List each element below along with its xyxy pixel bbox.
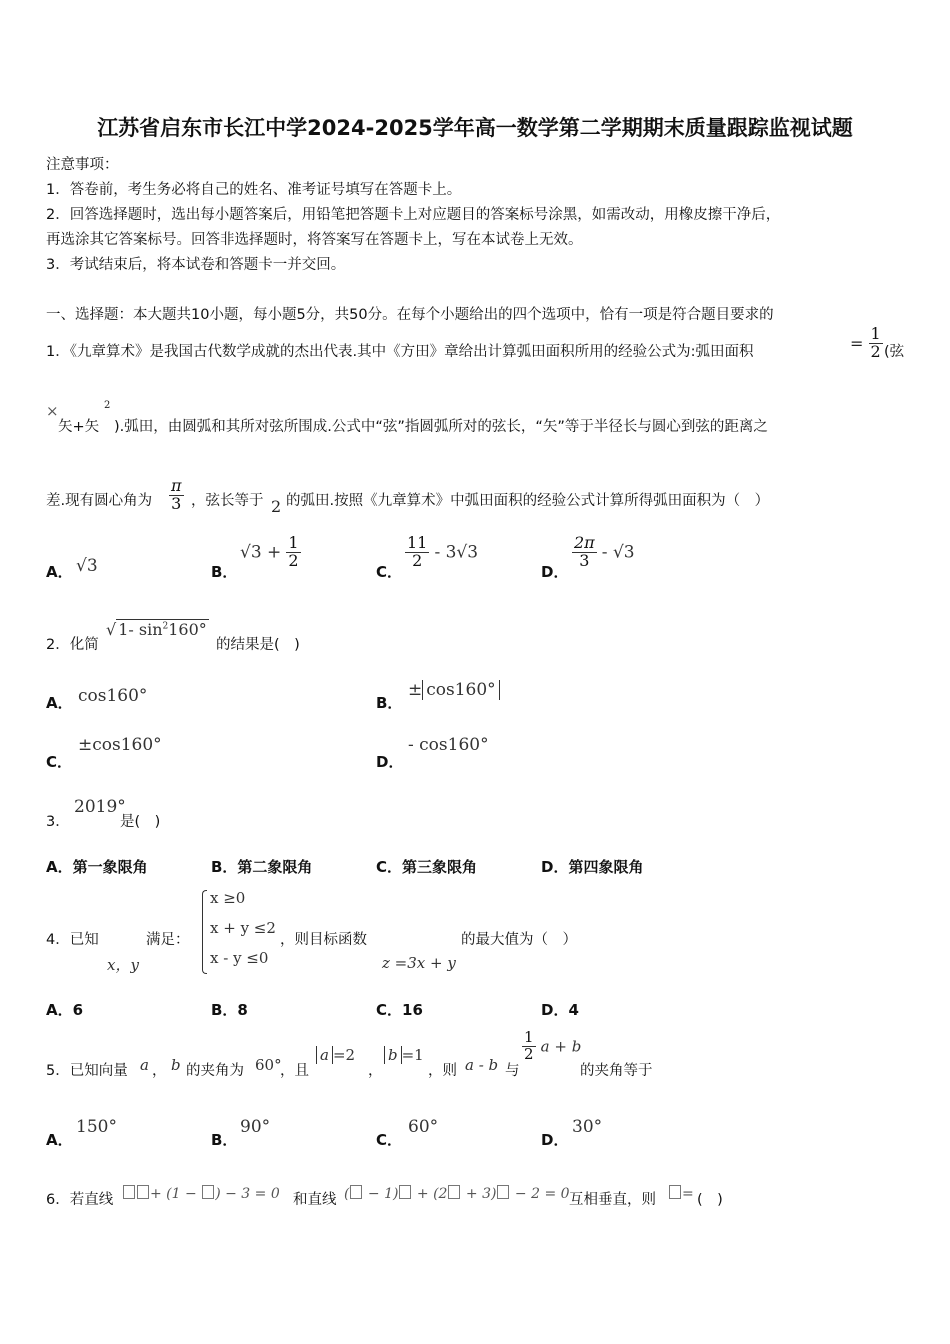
q5-diff: a - b xyxy=(465,1056,499,1074)
q1-superscript: 2 xyxy=(104,400,111,411)
q5-option-c-value: 60° xyxy=(408,1117,439,1137)
q3-option-d: D．第四象限角 xyxy=(541,858,644,876)
q2-option-a-label: A． xyxy=(46,694,73,712)
q5-text: ，且 xyxy=(280,1063,309,1079)
q4-objective: z =3x + y xyxy=(382,954,456,972)
q1-option-c-label: C． xyxy=(376,563,403,581)
q5-vector-b: b xyxy=(171,1056,181,1074)
q4-constraint: x - y ≤0 xyxy=(210,949,269,967)
q6-unknown: = xyxy=(668,1185,694,1202)
q5-text: 的夹角等于 xyxy=(580,1063,653,1079)
q5-angle: 60° xyxy=(255,1056,282,1074)
notice-item: 3．考试结束后，将本试卷和答题卡一并交回。 xyxy=(46,257,346,273)
q1-option-d-label: D． xyxy=(541,563,569,581)
q5-norm-a: a =2 xyxy=(316,1046,355,1064)
q5-norm-b: b =1 xyxy=(384,1046,424,1064)
q1-option-b-label: B． xyxy=(211,563,238,581)
q5-text: ，则 xyxy=(428,1063,457,1079)
q1-text: 的弧田.按照《九章算术》中弧田面积的经验公式计算所得弧田面积为（ ） xyxy=(286,493,770,509)
q5-option-d-label: D． xyxy=(541,1131,569,1149)
q1-chord-length: 2 xyxy=(271,497,282,516)
q5-text: ， xyxy=(368,1063,383,1079)
q4-text: 的最大值为（ ） xyxy=(461,932,577,948)
q5-option-b-label: B． xyxy=(211,1131,238,1149)
q1-text: 1．《九章算术》是我国古代数学成就的杰出代表.其中《方田》章给出计算弧田面积所用的经验公式为:弧田面积 xyxy=(46,344,754,360)
q2-option-c-label: C． xyxy=(46,753,73,771)
q2-option-a-value: cos160° xyxy=(78,686,148,706)
q6-text: 互相垂直，则 xyxy=(569,1192,656,1208)
q1-text: 差.现有圆心角为 xyxy=(46,493,153,509)
q1-option-d-value: $\frac{2\pi}{3}$ - √3 xyxy=(574,533,635,570)
q1-text: 矢+矢 xyxy=(58,419,100,435)
q1-text: ，弦长等于 xyxy=(191,493,264,509)
q5-option-a-label: A． xyxy=(46,1131,73,1149)
q4-option-d: D．4 xyxy=(541,1001,579,1019)
q5-text: 与 xyxy=(505,1063,520,1079)
q2-option-d-value: - cos160° xyxy=(408,735,489,755)
q3-text: 是( ) xyxy=(120,814,161,830)
q1-text: ).弧田，由圆弧和其所对弦所围成.公式中“弦”指圆弧所对的弦长，“矢”等于半径长与圆心到弦的距离之 xyxy=(114,419,768,435)
q3-option-c: C．第三象限角 xyxy=(376,858,478,876)
q3-angle: 2019° xyxy=(74,797,126,817)
q5-text: ， xyxy=(152,1063,167,1079)
q1-option-b-value: √3 + $\frac{1}{2}$ xyxy=(240,533,299,570)
q1-text-tail: (弦 xyxy=(884,344,905,360)
q2-option-d-label: D． xyxy=(376,753,404,771)
q5-vector-a: a xyxy=(140,1056,149,1074)
q3-text: 3． xyxy=(46,814,70,830)
q4-variables: x，y xyxy=(107,956,139,974)
q4-option-a: A．6 xyxy=(46,1001,84,1019)
q6-text: 和直线 xyxy=(293,1192,337,1208)
q2-text: 的结果是( ) xyxy=(216,637,300,653)
q5-combination: $\frac{1}{2}$ a + b xyxy=(524,1028,582,1063)
q4-text: 4．已知 xyxy=(46,932,99,948)
q6-line2-equation: ( − 1) + (2 + 3) − 2 = 0 xyxy=(344,1186,570,1202)
q5-option-b-value: 90° xyxy=(240,1117,271,1137)
q6-text: ( ) xyxy=(697,1192,723,1208)
notice-heading: 注意事项： xyxy=(46,157,119,173)
q1-angle-fraction: $\frac{\pi}{3}$ xyxy=(171,476,182,513)
exam-title: 江苏省启东市长江中学2024-2025学年高一数学第二学期期末质量跟踪监视试题 xyxy=(97,116,853,140)
q1-option-c-value: $\frac{11}{2}$ - 3√3 xyxy=(407,533,479,570)
q2-option-b-label: B． xyxy=(376,694,403,712)
q1-option-a-value: √3 xyxy=(76,556,98,576)
section-heading: 一、选择题：本大题共10小题，每小题5分，共50分。在每个小题给出的四个选项中，恰有一项是符合题目要求的 xyxy=(46,307,774,323)
q5-text: 的夹角为 xyxy=(186,1063,244,1079)
q4-text: 满足： xyxy=(146,932,190,948)
q4-option-c: C．16 xyxy=(376,1001,423,1019)
q2-text: 2．化简 xyxy=(46,637,99,653)
q4-constraint: x + y ≤2 xyxy=(210,919,276,937)
q5-option-c-label: C． xyxy=(376,1131,403,1149)
q1-times-sign: × xyxy=(46,402,59,420)
q4-text: ，则目标函数 xyxy=(280,932,367,948)
q5-option-d-value: 30° xyxy=(572,1117,603,1137)
notice-item: 1．答卷前，考生务必将自己的姓名、准考证号填写在答题卡上。 xyxy=(46,182,462,198)
q3-option-a: A．第一象限角 xyxy=(46,858,148,876)
notice-item: 2．回答选择题时，选出每小题答案后，用铅笔把答题卡上对应题目的答案标号涂黑，如需改动，用橡皮擦干净后， xyxy=(46,207,781,223)
q4-system-brace xyxy=(202,890,207,974)
q6-text: 6．若直线 xyxy=(46,1192,114,1208)
q4-constraint: x ≥0 xyxy=(210,889,246,907)
q3-option-b: B．第二象限角 xyxy=(211,858,313,876)
q2-option-c-value: ±cos160° xyxy=(78,735,162,755)
q5-text: 5．已知向量 xyxy=(46,1063,128,1079)
q1-half-fraction: = $\frac{1}{2}$ xyxy=(850,324,881,361)
q1-option-a-label: A． xyxy=(46,563,73,581)
q2-radical: √ 1- $\sin^2160^\circ$ xyxy=(106,620,207,639)
q2-option-b-value: ± cos160° xyxy=(408,680,500,700)
notice-item: 再选涂其它答案标号。回答非选择题时，将答案写在答题卡上，写在本试卷上无效。 xyxy=(46,232,583,248)
q4-option-b: B．8 xyxy=(211,1001,248,1019)
q6-line1-equation: + (1 − ) − 3 = 0 xyxy=(122,1185,280,1202)
q5-option-a-value: 150° xyxy=(76,1117,117,1137)
